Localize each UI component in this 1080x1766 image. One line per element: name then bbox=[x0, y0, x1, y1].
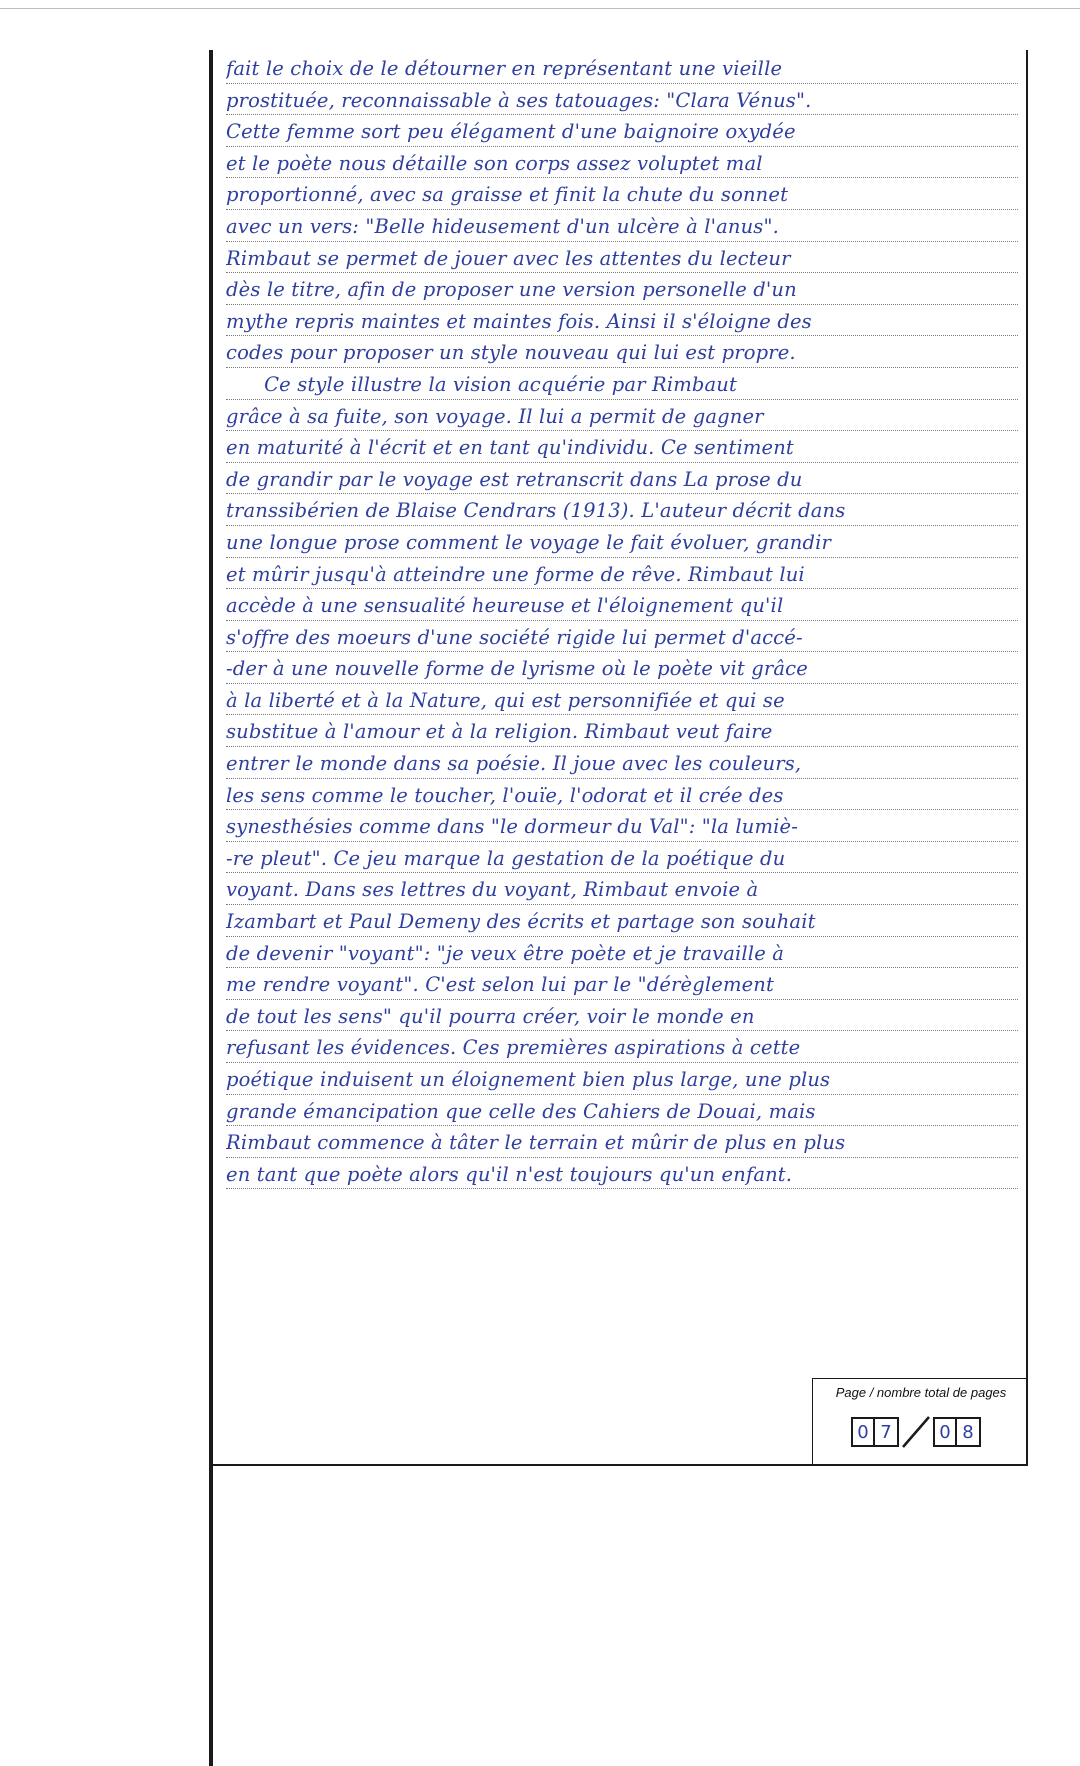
text-line: en maturité à l'écrit et en tant qu'individu. Ce sentiment bbox=[226, 431, 1018, 463]
text-line: de tout les sens" qu'il pourra créer, voir le monde en bbox=[226, 1000, 1018, 1032]
text-line: voyant. Dans ses lettres du voyant, Rimbaut envoie à bbox=[226, 873, 1018, 905]
text-line: Ce style illustre la vision acquérie par Rimbaut bbox=[226, 368, 1018, 400]
top-separator bbox=[0, 8, 1080, 9]
text-line: de grandir par le voyage est retranscrit dans La prose du bbox=[226, 463, 1018, 495]
text-line: me rendre voyant". C'est selon lui par le "dérèglement bbox=[226, 968, 1018, 1000]
text-line: grande émancipation que celle des Cahiers de Douai, mais bbox=[226, 1095, 1018, 1127]
text-line: les sens comme le toucher, l'ouïe, l'odorat et il crée des bbox=[226, 779, 1018, 811]
text-line: transsibérien de Blaise Cendrars (1913). L'auteur décrit dans bbox=[226, 494, 1018, 526]
text-line: entrer le monde dans sa poésie. Il joue avec les couleurs, bbox=[226, 747, 1018, 779]
text-line: en tant que poète alors qu'il n'est toujours qu'un enfant. bbox=[226, 1158, 1018, 1190]
page-number-box bbox=[812, 1378, 1028, 1465]
page-digits bbox=[851, 1415, 981, 1449]
text-line: grâce à sa fuite, son voyage. Il lui a permit de gagner bbox=[226, 400, 1018, 432]
text-line: une longue prose comment le voyage le fait évoluer, grandir bbox=[226, 526, 1018, 558]
text-line: Cette femme sort peu élégament d'une baignoire oxydée bbox=[226, 115, 1018, 147]
page-digit: 7 bbox=[875, 1417, 899, 1447]
page-number-label: Page / nombre total de pages bbox=[835, 1385, 1007, 1400]
text-line: Izambart et Paul Demeny des écrits et partage son souhait bbox=[226, 905, 1018, 937]
text-line: de devenir "voyant": "je veux être poète et je travaille à bbox=[226, 937, 1018, 969]
text-line: et le poète nous détaille son corps assez voluptet mal bbox=[226, 147, 1018, 179]
text-line: Rimbaut commence à tâter le terrain et mûrir de plus en plus bbox=[226, 1126, 1018, 1158]
text-line: fait le choix de le détourner en représentant une vieille bbox=[226, 52, 1018, 84]
text-line: -der à une nouvelle forme de lyrisme où le poète vit grâce bbox=[226, 652, 1018, 684]
text-line: proportionné, avec sa graisse et finit la chute du sonnet bbox=[226, 178, 1018, 210]
text-line: accède à une sensualité heureuse et l'éloignement qu'il bbox=[226, 589, 1018, 621]
text-line: à la liberté et à la Nature, qui est personnifiée et qui se bbox=[226, 684, 1018, 716]
text-line: poétique induisent un éloignement bien plus large, une plus bbox=[226, 1063, 1018, 1095]
text-line: substitue à l'amour et à la religion. Rimbaut veut faire bbox=[226, 715, 1018, 747]
left-margin-rule bbox=[209, 50, 213, 1766]
page-digit: 0 bbox=[851, 1417, 875, 1447]
handwritten-text-block bbox=[226, 52, 1018, 1189]
total-digit: 8 bbox=[957, 1417, 981, 1447]
text-line: codes pour proposer un style nouveau qui lui est propre. bbox=[226, 336, 1018, 368]
text-line: s'offre des moeurs d'une société rigide lui permet d'accé- bbox=[226, 621, 1018, 653]
text-line: prostituée, reconnaissable à ses tatouages: "Clara Vénus". bbox=[226, 84, 1018, 116]
total-digit: 0 bbox=[933, 1417, 957, 1447]
slash-separator bbox=[899, 1415, 933, 1449]
text-line: refusant les évidences. Ces premières aspirations à cette bbox=[226, 1031, 1018, 1063]
text-line: mythe repris maintes et maintes fois. Ainsi il s'éloigne des bbox=[226, 305, 1018, 337]
text-line: avec un vers: "Belle hideusement d'un ulcère à l'anus". bbox=[226, 210, 1018, 242]
right-margin-rule bbox=[1026, 50, 1028, 1466]
text-line: et mûrir jusqu'à atteindre une forme de rêve. Rimbaut lui bbox=[226, 558, 1018, 590]
text-line: dès le titre, afin de proposer une version personelle d'un bbox=[226, 273, 1018, 305]
text-line: -re pleut". Ce jeu marque la gestation de la poétique du bbox=[226, 842, 1018, 874]
text-line: Rimbaut se permet de jouer avec les attentes du lecteur bbox=[226, 242, 1018, 274]
text-line: synesthésies comme dans "le dormeur du Val": "la lumiè- bbox=[226, 810, 1018, 842]
